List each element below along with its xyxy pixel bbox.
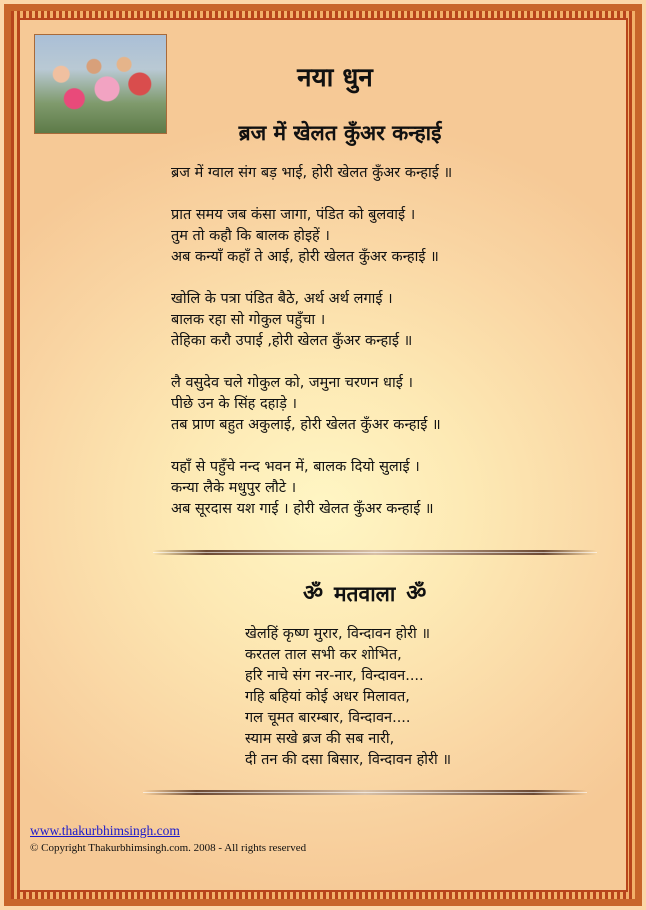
poem-line: ब्रज में ग्वाल संग बड़ भाई, होरी खेलत कुँअर कन्हाई ॥ bbox=[171, 165, 453, 181]
website-link[interactable]: www.thakurbhimsingh.com bbox=[30, 823, 180, 838]
poem-line: गहि बहियां कोई अधर मिलावत, bbox=[245, 689, 410, 705]
poem-line: खोलि के पत्रा पंडित बैठे, अर्थ अर्थ लगाई । bbox=[171, 291, 393, 307]
page-title: नया धुन bbox=[297, 63, 373, 93]
poem-line: कन्या लैके मधुपुर लौटे । bbox=[171, 480, 297, 496]
poem-line: तब प्राण बहुत अकुलाई, होरी खेलत कुँअर कन्हाई ॥ bbox=[171, 417, 441, 433]
copyright-notice: © Copyright Thakurbhimsingh.com. 2008 - All rights reserved bbox=[30, 842, 307, 854]
poem-line: अब कन्याँ कहाँ ते आई, होरी खेलत कुँअर कन्हाई ॥ bbox=[171, 249, 439, 265]
poem-line: बालक रहा सो गोकुल पहुँचा । bbox=[171, 312, 326, 328]
section-divider bbox=[153, 550, 597, 555]
om-icon: ॐ bbox=[406, 581, 427, 606]
poem-line: हरि नाचे संग नर-नार, विन्दावन.... bbox=[245, 668, 424, 684]
poem-line: प्रात समय जब कंसा जागा, पंडित को बुलवाई । bbox=[171, 207, 416, 223]
section-heading-text: मतवाला bbox=[334, 582, 396, 606]
poem-line: पीछे उन के सिंह दहाड़े । bbox=[171, 396, 297, 412]
poem-line: तेहिका करौ उपाई ,होरी खेलत कुँअर कन्हाई ॥ bbox=[171, 333, 413, 349]
poem-line: स्याम सखे ब्रज की सब नारी, bbox=[245, 731, 395, 747]
poem-title: ब्रज में खेलत कुँअर कन्हाई bbox=[238, 121, 442, 145]
poem-line: तुम तो कहौ कि बालक होइहें । bbox=[171, 228, 330, 244]
stanza-gap bbox=[171, 184, 452, 205]
poem-line: करतल ताल सभी कर शोभित, bbox=[245, 647, 402, 663]
stanza-gap bbox=[171, 268, 452, 289]
poem-line: गल चूमत बारम्बार, विन्दावन.... bbox=[245, 710, 411, 726]
poem-matwala bbox=[245, 624, 451, 771]
stanza-gap bbox=[171, 352, 452, 373]
poem-line: दी तन की दसा बिसार, विन्दावन होरी ॥ bbox=[245, 752, 451, 768]
stanza-gap bbox=[171, 436, 452, 457]
poem-line: लै वसुदेव चले गोकुल को, जमुना चरणन धाई । bbox=[171, 375, 413, 391]
om-icon: ॐ bbox=[302, 581, 324, 606]
section-heading-matwala bbox=[300, 579, 429, 609]
holi-celebration-photo bbox=[34, 34, 167, 134]
section-divider bbox=[143, 790, 587, 795]
poem-line: खेलहिं कृष्ण मुरार, विन्दावन होरी ॥ bbox=[245, 626, 431, 642]
poem-line: अब सूरदास यश गाई । होरी खेलत कुँअर कन्हाई ॥ bbox=[171, 501, 434, 517]
poem-braj-me-khelat bbox=[171, 163, 452, 520]
poem-line: यहाँ से पहुँचे नन्द भवन में, बालक दियो सुलाई । bbox=[171, 459, 420, 475]
